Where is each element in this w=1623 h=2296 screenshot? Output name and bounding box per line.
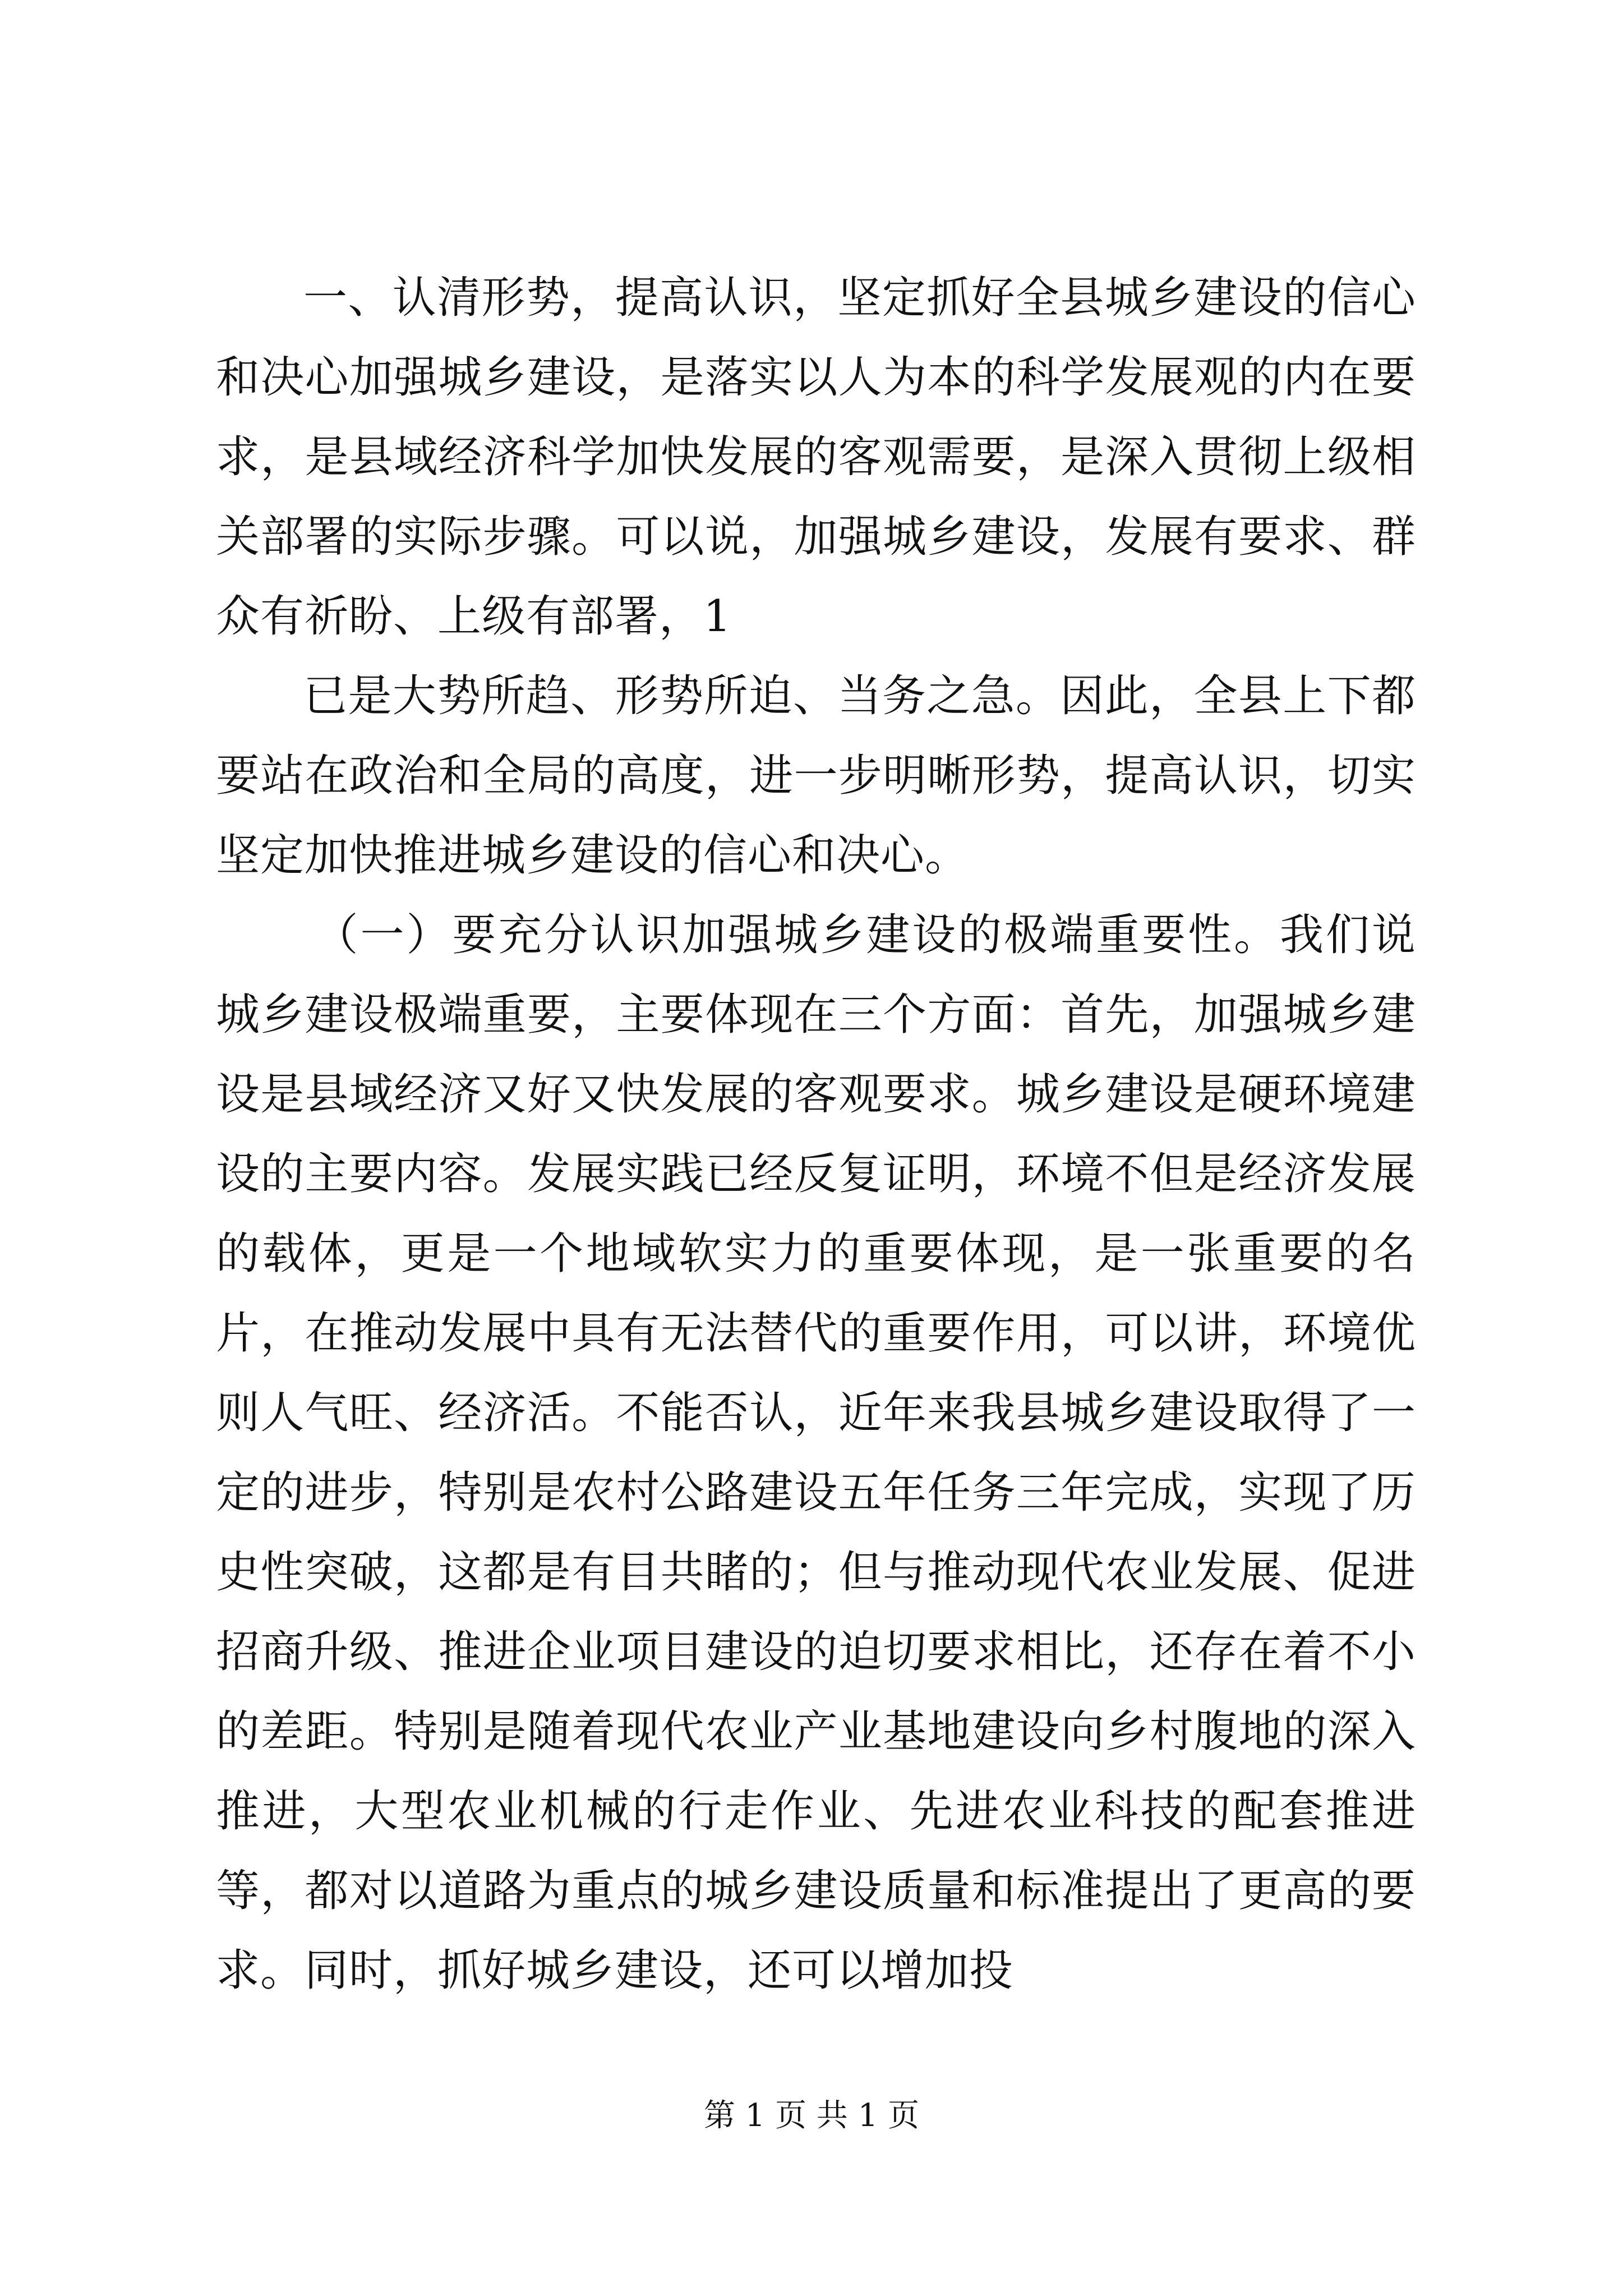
document-body	[216, 258, 1416, 2010]
paragraph-continuation: 已是大势所趋、形势所迫、当务之急。因此，全县上下都要站在政治和全局的高度，进一步明晰形势，提高认识，切实坚定加快推进城乡建设的信心和决心。	[216, 671, 1416, 881]
page-footer: 第 1 页 共 1 页	[703, 2097, 920, 2134]
paragraph-subsection-one: （一）要充分认识加强城乡建设的极端重要性。我们说城乡建设极端重要，主要体现在三个方面：首先，加强城乡建设是县域经济又好又快发展的客观要求。城乡建设是硬环境建设的主要内容。发展实践已经反复证明，环境不但是经济发展的载体，更是一个地域软实力的重要体现，是一张重要的名片，在推动发展中具有无法替代的重要作用，可以讲，环境优则人气旺、经济活。不能否认，近年来我县城乡建设取得了一定的进步，特别是农村公路建设五年任务三年完成，实现了历史性突破，这都是有目共睹的；但与推动现代农业发展、促进招商升级、推进企业项目建设的迫切要求相比，还存在着不小的差距。特别是随着现代农业产业基地建设向乡村腹地的深入推进，大型农业机械的行走作业、先进农业科技的配套推进等，都对以道路为重点的城乡建设质量和标准提出了更高的要求。同时，抓好城乡建设，还可以增加投	[216, 910, 1416, 1996]
paragraph-section-heading: 一、认清形势，提高认识，坚定抓好全县城乡建设的信心和决心加强城乡建设，是落实以人为本的科学发展观的内在要求，是县域经济科学加快发展的客观需要，是深入贯彻上级相关部署的实际步骤。可以说，加强城乡建设，发展有要求、群众有祈盼、上级有部署，1	[216, 273, 1416, 642]
